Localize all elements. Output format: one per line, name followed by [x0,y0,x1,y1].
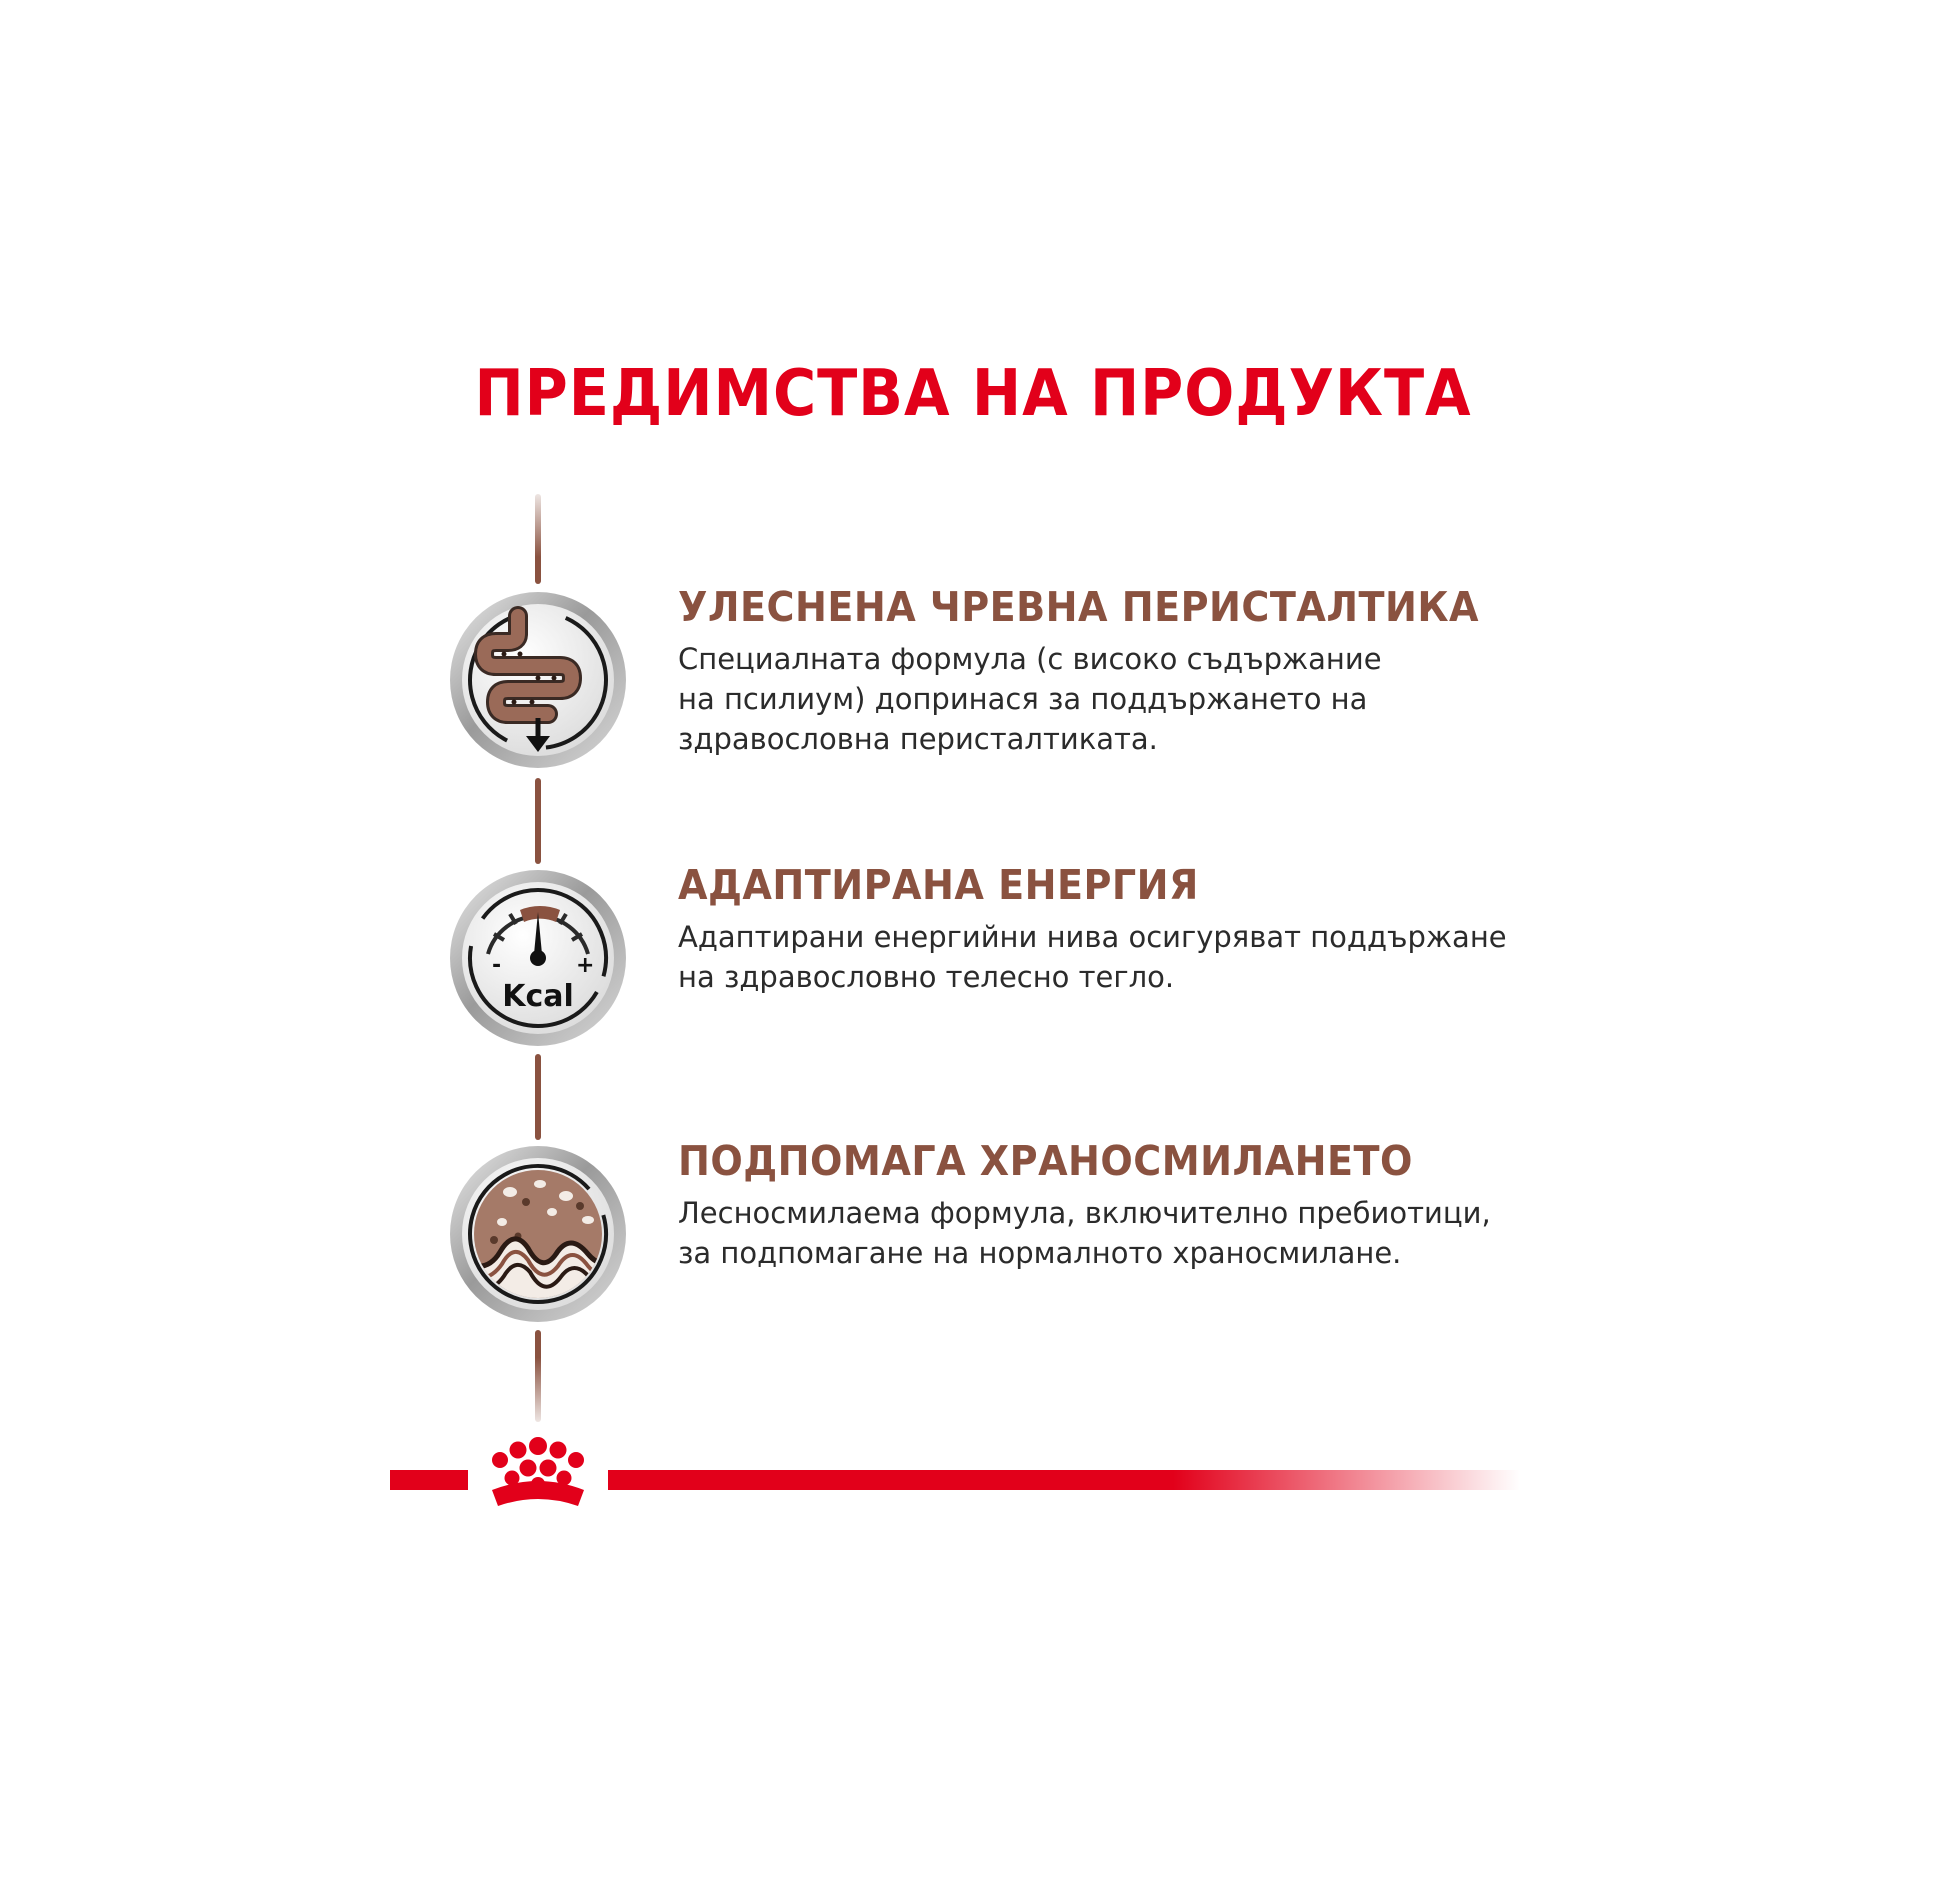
feature-item [678,861,1858,997]
feature-description: Адаптирани енергийни нива осигуряват поддържане на здравословно телесно тегло. [678,920,1507,995]
feature-description: Специалната формула (с високо съдържание на псилиум) допринася за поддържането на здравословна перисталтиката. [678,642,1382,757]
timeline-segment [535,778,541,864]
timeline-segment [535,1054,541,1140]
kcal-label: Kcal [502,979,574,1014]
kcal-minus: - [492,953,502,978]
feature-heading: ПОДПОМАГА ХРАНОСМИЛАНЕТО [678,1137,1413,1185]
page-title: ПРЕДИМСТВА НА ПРОДУКТА [474,357,1472,431]
feature-item [678,1137,1858,1273]
timeline-segment [535,494,541,584]
crown-logo-icon [474,1434,602,1514]
feature-item [678,583,1858,759]
timeline-segment [535,1330,541,1422]
footer-line-right [608,1470,1520,1490]
feature-heading: УЛЕСНЕНА ЧРЕВНА ПЕРИСТАЛТИКА [678,583,1479,631]
digestion-icon [448,1144,628,1324]
feature-description: Лесносмилаема формула, включително пребиотици, за подпомагане на нормалното храносмилане. [678,1196,1491,1271]
kcal-gauge-icon [448,868,628,1048]
footer-line-left [390,1470,468,1490]
feature-heading: АДАПТИРАНА ЕНЕРГИЯ [678,861,1199,909]
intestine-icon [448,590,628,770]
kcal-plus: + [576,953,595,978]
